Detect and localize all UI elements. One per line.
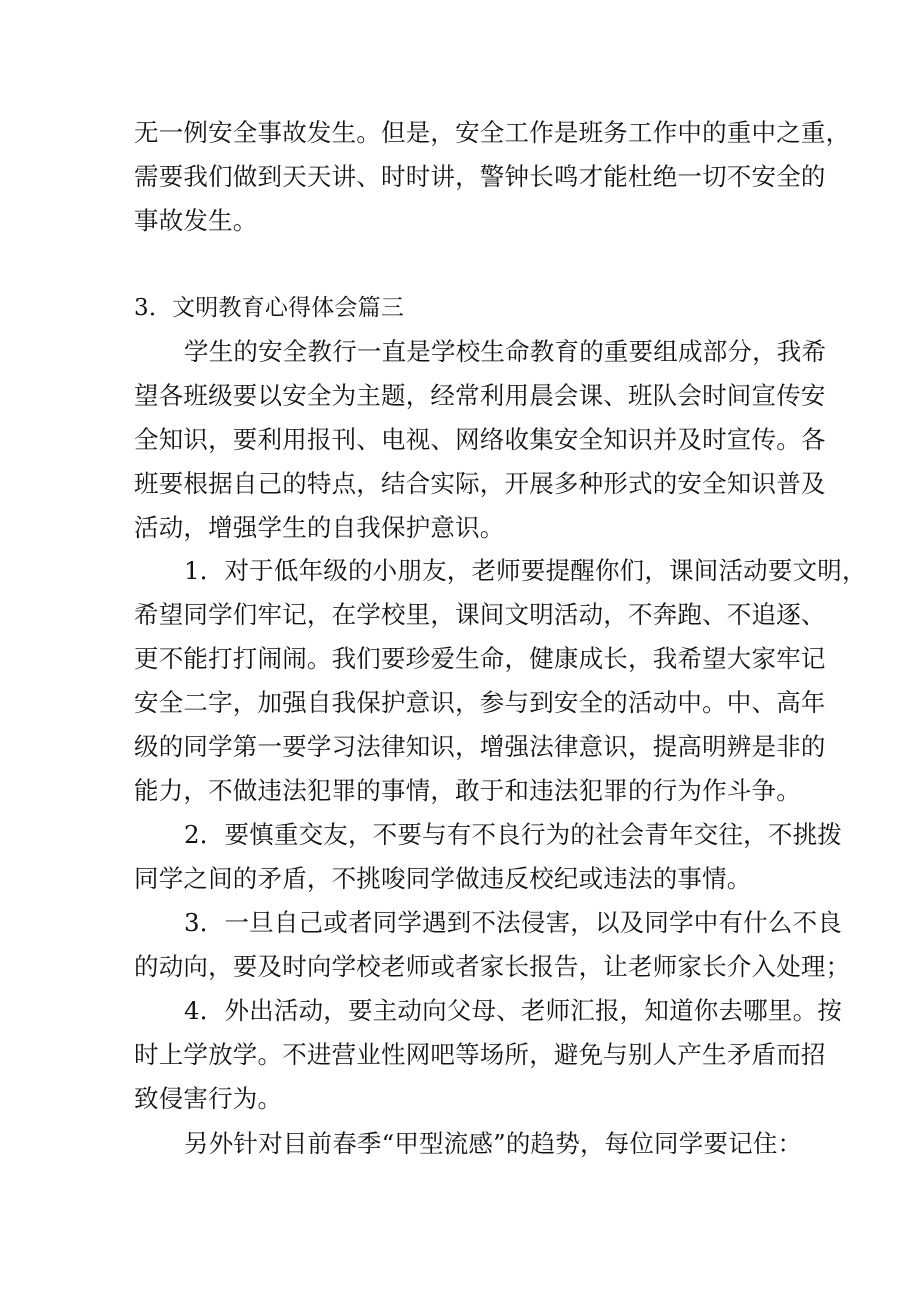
paragraph-1-line-2: 望各班级要以安全为主题，经常利用晨会课、班队会时间宣传安 [134, 381, 826, 410]
intro-line-1: 无一例安全事故发生。但是，安全工作是班务工作中的重中之重， [134, 118, 851, 147]
section-heading: 3．文明教育心得体会篇三 [134, 295, 405, 321]
item-4-line-2: 时上学放学。不进营业性网吧等场所，避免与别人产生矛盾而招 [134, 1040, 826, 1069]
paragraph-1-line-4: 班要根据自己的特点，结合实际，开展多种形式的安全知识普及 [134, 469, 826, 498]
intro-line-3: 事故发生。 [134, 206, 258, 235]
paragraph-1-line-1: 学生的安全教行一直是学校生命教育的重要组成部分，我希 [184, 337, 827, 366]
item-1-line-1: 1．对于低年级的小朋友，老师要提醒你们，课间活动要文明， [184, 556, 867, 585]
paragraph-1-line-5: 活动，增强学生的自我保护意识。 [134, 513, 505, 542]
closing-line: 另外针对目前春季“甲型流感”的趋势，每位同学要记住： [184, 1129, 803, 1158]
item-2-line-1: 2．要慎重交友，不要与有不良行为的社会青年交往，不挑拨 [184, 820, 842, 849]
item-3-line-2: 的动向，要及时向学校老师或者家长报告，让老师家长介入处理； [134, 952, 851, 981]
intro-line-2: 需要我们做到天天讲、时时讲，警钟长鸣才能杜绝一切不安全的 [134, 162, 826, 191]
item-1-line-5: 级的同学第一要学习法律知识，增强法律意识，提高明辨是非的 [134, 732, 826, 761]
item-1-line-2: 希望同学们牢记，在学校里，课间文明活动，不奔跑、不追逐、 [134, 600, 826, 629]
item-1-line-4: 安全二字，加强自我保护意识，参与到安全的活动中。中、高年 [134, 688, 826, 717]
item-4-line-1: 4．外出活动，要主动向父母、老师汇报，知道你去哪里。按 [184, 996, 842, 1025]
item-4-line-3: 致侵害行为。 [134, 1084, 283, 1113]
item-2-line-2: 同学之间的矛盾，不挑唆同学做违反校纪或违法的事情。 [134, 864, 752, 893]
item-3-line-1: 3．一旦自己或者同学遇到不法侵害，以及同学中有什么不良 [184, 908, 842, 937]
item-1-line-3: 更不能打打闹闹。我们要珍爱生命，健康成长，我希望大家牢记 [134, 644, 826, 673]
item-1-line-6: 能力，不做违法犯罪的事情，敢于和违法犯罪的行为作斗争。 [134, 776, 801, 805]
paragraph-1-line-3: 全知识，要利用报刊、电视、网络收集安全知识并及时宣传。各 [134, 425, 826, 454]
